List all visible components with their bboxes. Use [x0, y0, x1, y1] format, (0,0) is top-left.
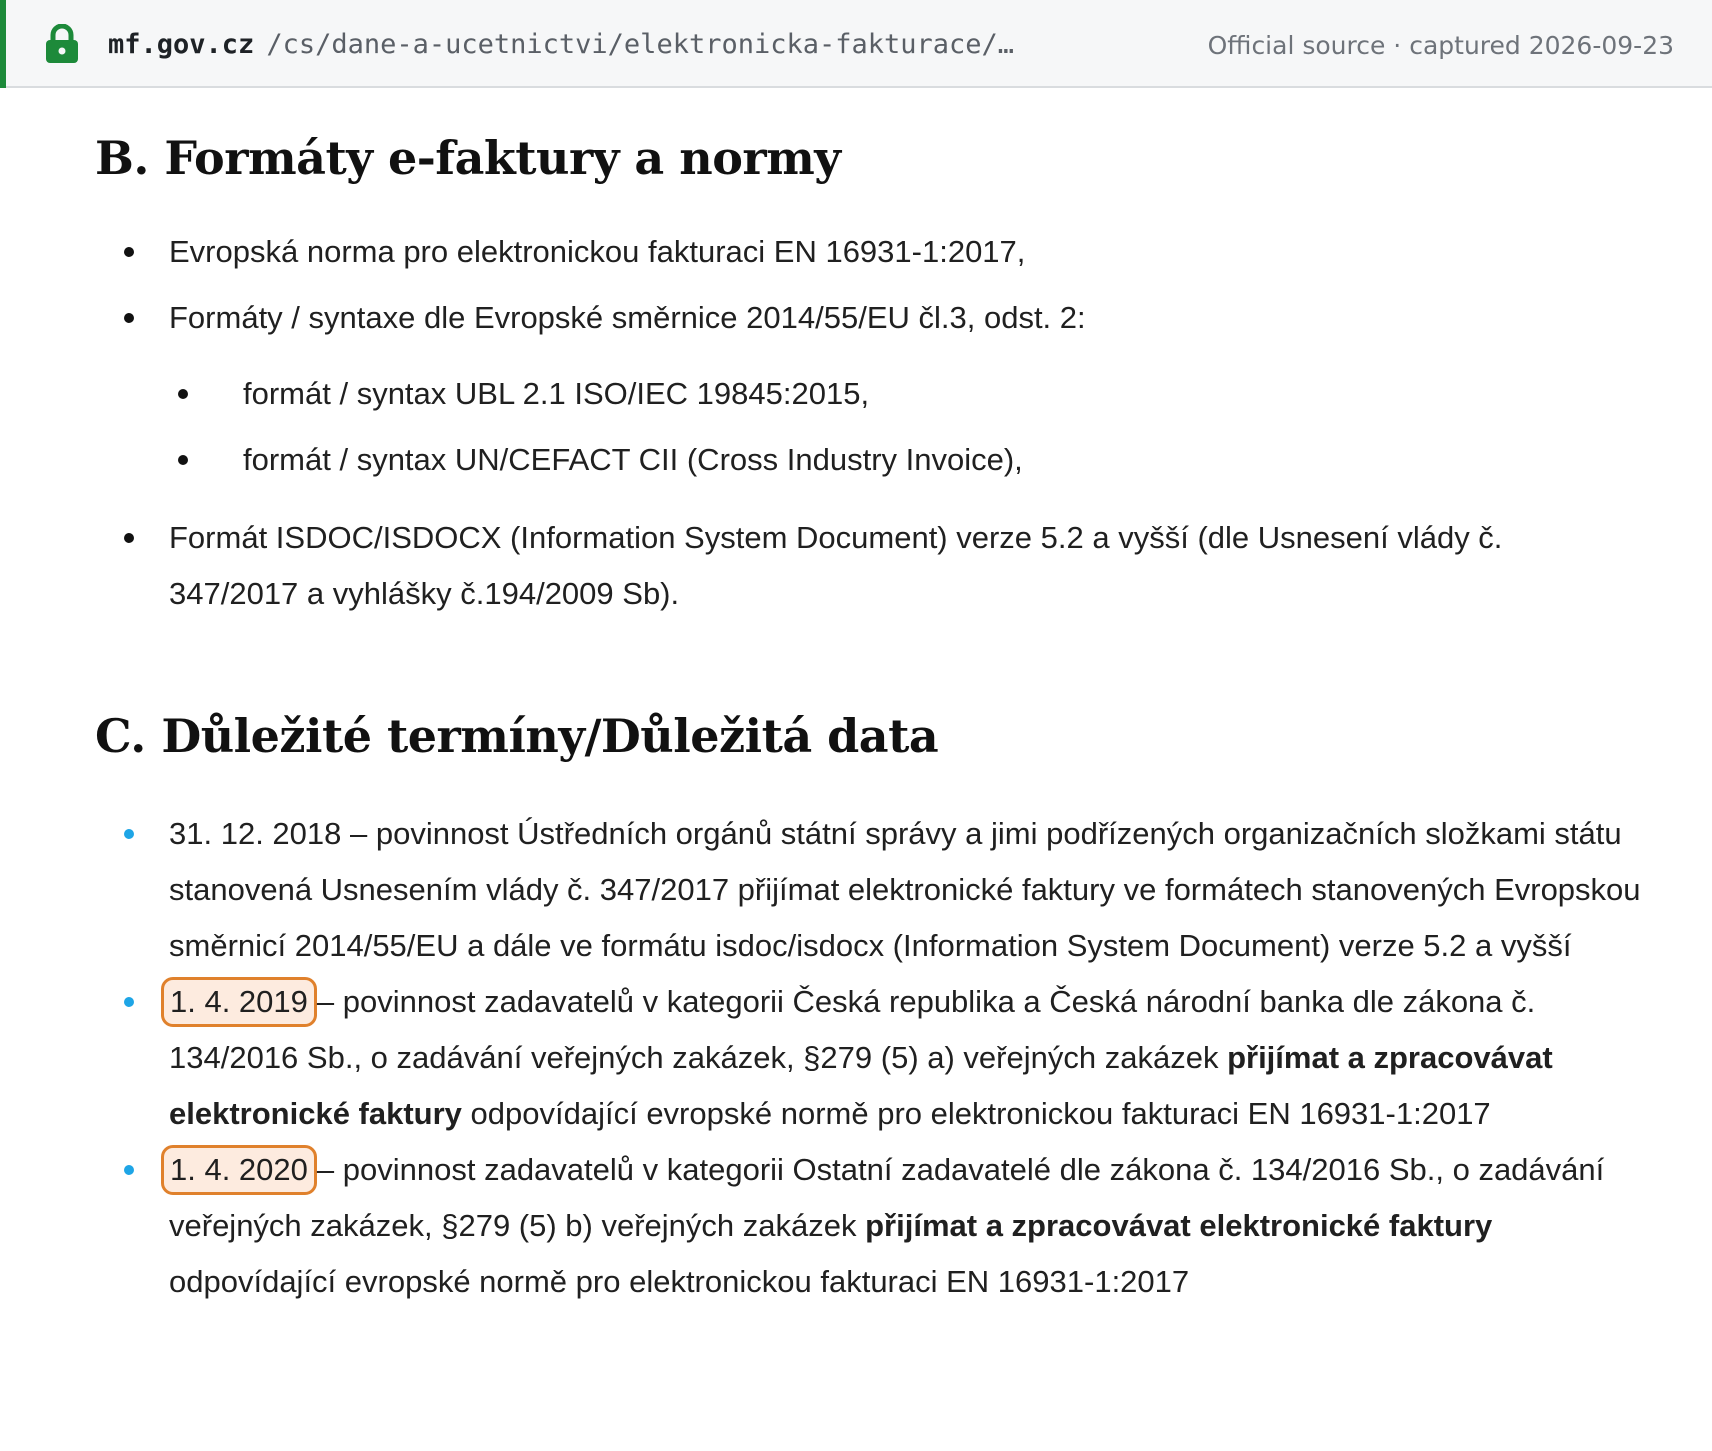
url-domain: mf.gov.cz	[108, 29, 255, 60]
bullet-icon	[124, 1165, 134, 1175]
address-bar-accent	[0, 0, 6, 88]
sub-list-item-text: formát / syntax UN/CEFACT CII (Cross Industry Invoice),	[243, 442, 1023, 477]
sub-list-item	[169, 432, 1675, 488]
item-text-bold: přijímat a zpracovávat elektronické faktury	[169, 1040, 1553, 1131]
list-item-text	[169, 1142, 1649, 1310]
section-b-heading: B. Formáty e-faktury a normy	[95, 131, 841, 185]
bullet-icon	[124, 313, 134, 323]
highlighted-date: 1. 4. 2020	[161, 1145, 317, 1195]
capture-note: Official source · captured 2026-09-23	[1207, 31, 1674, 60]
bullet-icon	[124, 533, 134, 543]
section-c-list	[95, 806, 1675, 1310]
sub-list-item	[169, 366, 1675, 422]
bullet-icon	[178, 389, 188, 399]
list-item-text: Formát ISDOC/ISDOCX (Information System Document) verze 5.2 a vyšší (dle Usnesení vlády č. 347/2017 a vyhlášky č.194/2009 Sb).	[169, 520, 1503, 611]
list-item-text: Formáty / syntaxe dle Evropské směrnice 2014/55/EU čl.3, odst. 2:	[169, 300, 1086, 335]
list-item	[95, 974, 1675, 1142]
item-text-after: odpovídající evropské normě pro elektronickou fakturaci EN 16931-1:2017	[169, 1264, 1190, 1299]
list-item	[95, 806, 1675, 974]
item-text-after: odpovídající evropské normě pro elektronickou fakturaci EN 16931-1:2017	[461, 1096, 1491, 1131]
list-item-text	[169, 974, 1649, 1142]
bullet-icon	[178, 455, 188, 465]
bullet-icon	[124, 247, 134, 257]
list-item	[95, 510, 1675, 622]
section-c-heading: C. Důležité termíny/Důležitá data	[95, 709, 939, 763]
list-item-text: Evropská norma pro elektronickou fakturaci EN 16931-1:2017,	[169, 234, 1026, 269]
url-text[interactable]	[108, 28, 1014, 62]
highlighted-date: 1. 4. 2019	[161, 977, 317, 1027]
list-item	[95, 290, 1675, 488]
item-text-bold: přijímat a zpracovávat elektronické faktury	[865, 1208, 1493, 1243]
url-path: /cs/dane-a-ucetnictvi/elektronicka-fakturace/…	[266, 29, 1015, 60]
sub-list-item-text: formát / syntax UBL 2.1 ISO/IEC 19845:2015,	[243, 376, 870, 411]
item-text-before: – povinnost zadavatelů v kategorii Česká republika a Česká národní banka dle zákona č. 134/2016 Sb., o zadávání veřejných zakázek, §279 (5) a) veřejných zakázek	[169, 984, 1536, 1075]
bullet-icon	[124, 829, 134, 839]
sub-list	[169, 366, 1675, 488]
list-item	[95, 224, 1675, 280]
section-b-list	[95, 224, 1675, 622]
list-item	[95, 1142, 1675, 1310]
lock-icon	[44, 24, 80, 64]
list-item-text: 31. 12. 2018 – povinnost Ústředních orgánů státní správy a jimi podřízených organizačních složkami státu stanovená Usnesením vlády č. 347/2017 přijímat elektronické faktury ve formátech stanovených Evropskou směrnicí 2014/55/EU a dále ve formátu isdoc/isdocx (Information System Document) verze 5.2 a vyšší	[169, 816, 1641, 963]
item-text-before: – povinnost zadavatelů v kategorii Ostatní zadavatelé dle zákona č. 134/2016 Sb., o zadávání veřejných zakázek, §279 (5) b) veřejných zakázek	[169, 1152, 1605, 1243]
address-bar	[0, 0, 1712, 88]
bullet-icon	[124, 997, 134, 1007]
page-content	[95, 120, 1675, 1310]
